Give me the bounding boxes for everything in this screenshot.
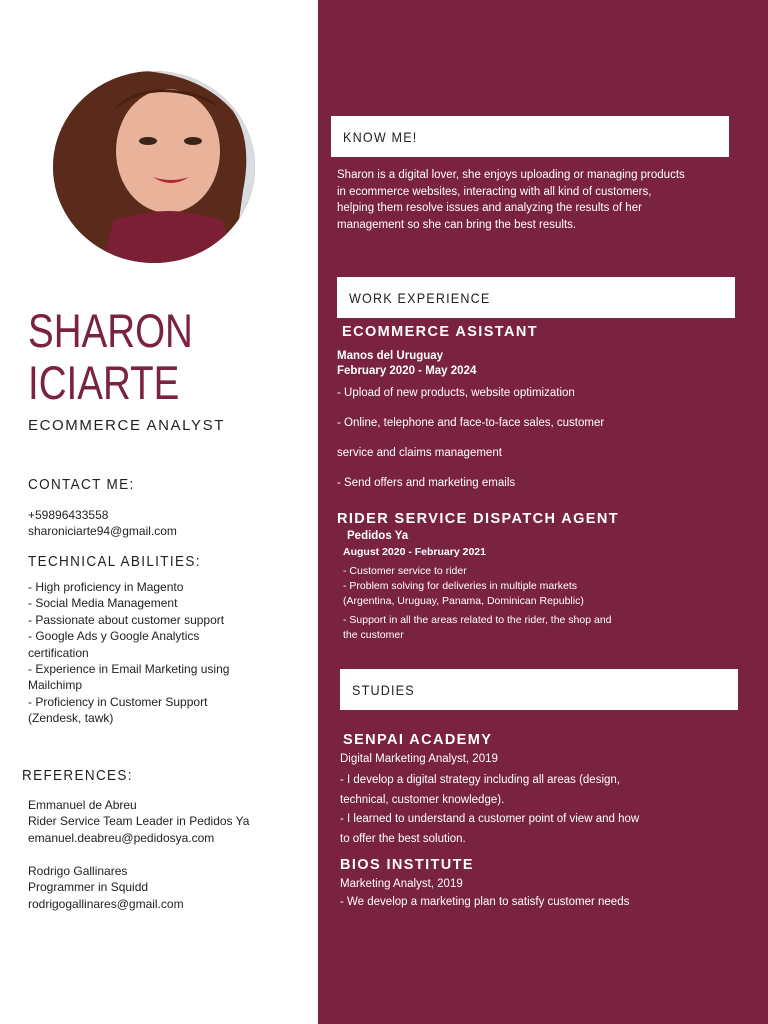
job-1-line: - Online, telephone and face-to-face sales, customer <box>337 417 605 429</box>
text-line: helping them resolve issues and analyzing the results of her <box>337 202 642 214</box>
list-item: - High proficiency in Magento <box>28 580 184 594</box>
study-1-subtitle: Digital Marketing Analyst, 2019 <box>340 753 498 765</box>
text-line: management so she can bring the best results. <box>337 218 577 231</box>
work-heading-box <box>337 277 735 318</box>
reference-name: Emmanuel de Abreu <box>28 798 137 812</box>
studies-heading: STUDIES <box>352 681 415 698</box>
list-item: - Experience in Email Marketing using <box>28 662 230 677</box>
work-heading: WORK EXPERIENCE <box>349 289 491 306</box>
contact-phone: +59896433558 <box>28 508 109 522</box>
text-line: - I develop a digital strategy including all areas (design, <box>340 774 620 786</box>
job-2-title: RIDER SERVICE DISPATCH AGENT <box>337 511 619 527</box>
job-role: ECOMMERCE ANALYST <box>28 417 225 434</box>
job-1-dates: February 2020 - May 2024 <box>337 365 477 377</box>
job-2-company: Pedidos Ya <box>347 530 409 542</box>
study-2-line: - We develop a marketing plan to satisfy customer needs <box>340 896 630 908</box>
text-line: - I learned to understand a customer point of view and how <box>340 813 640 825</box>
job-1-line: service and claims management <box>337 447 502 459</box>
job-1-company: Manos del Uruguay <box>337 350 444 362</box>
list-item: - Proficiency in Customer Support <box>28 694 208 709</box>
reference-name: Rodrigo Gallinares <box>28 864 128 878</box>
text-line: in ecommerce websites, interacting with all kind of customers, <box>337 185 652 198</box>
job-1-line: - Upload of new products, website optimization <box>337 387 575 399</box>
reference-2 <box>28 863 184 912</box>
text-line: technical, customer knowledge). <box>340 793 505 806</box>
contact-email: sharoniciarte94@gmail.com <box>28 524 177 538</box>
contact-heading: CONTACT ME: <box>28 476 135 493</box>
first-name: SHARON <box>28 304 193 357</box>
list-item: (Zendesk, tawk) <box>28 711 114 726</box>
references-heading: REFERENCES: <box>22 767 133 784</box>
list-item: - Passionate about customer support <box>28 612 225 627</box>
reference-email: emanuel.deabreu@pedidosya.com <box>28 830 215 845</box>
job-1-line: - Send offers and marketing emails <box>337 477 516 489</box>
text-line: the customer <box>343 629 404 641</box>
profile-photo <box>53 71 255 263</box>
list-item: Mailchimp <box>28 678 83 693</box>
text-line: (Argentina, Uruguay, Panama, Dominican Republic) <box>343 595 584 607</box>
technical-list <box>28 579 229 727</box>
know-me-heading: KNOW ME! <box>343 128 418 145</box>
list-item: - Social Media Management <box>28 596 178 611</box>
list-item: - Google Ads y Google Analytics <box>28 629 200 644</box>
know-me-text <box>337 167 685 233</box>
study-1-text <box>340 771 639 849</box>
reference-position: Programmer in Squidd <box>28 880 149 895</box>
know-me-heading-box <box>331 116 729 157</box>
technical-heading: TECHNICAL ABILITIES: <box>28 553 201 570</box>
text-line: to offer the best solution. <box>340 832 466 845</box>
study-2-title: BIOS INSTITUTE <box>340 857 474 873</box>
text-line: - Support in all the areas related to the rider, the shop and <box>343 614 612 626</box>
study-1-title: SENPAI ACADEMY <box>343 732 493 748</box>
study-2-subtitle: Marketing Analyst, 2019 <box>340 878 463 890</box>
job-2-dates: August 2020 - February 2021 <box>343 546 486 558</box>
text-line: - Problem solving for deliveries in multiple markets <box>343 580 577 592</box>
last-name: ICIARTE <box>28 356 180 409</box>
job-2-text <box>343 613 612 643</box>
reference-position: Rider Service Team Leader in Pedidos Ya <box>28 814 250 829</box>
reference-email: rodrigogallinares@gmail.com <box>28 896 184 911</box>
list-item: certification <box>28 645 89 660</box>
studies-heading-box <box>340 669 738 710</box>
text-line: Sharon is a digital lover, she enjoys uploading or managing products <box>337 169 685 181</box>
reference-1 <box>28 797 249 846</box>
job-2-text <box>343 564 584 609</box>
text-line: - Customer service to rider <box>343 565 467 577</box>
job-1-title: ECOMMERCE ASISTANT <box>342 324 538 340</box>
